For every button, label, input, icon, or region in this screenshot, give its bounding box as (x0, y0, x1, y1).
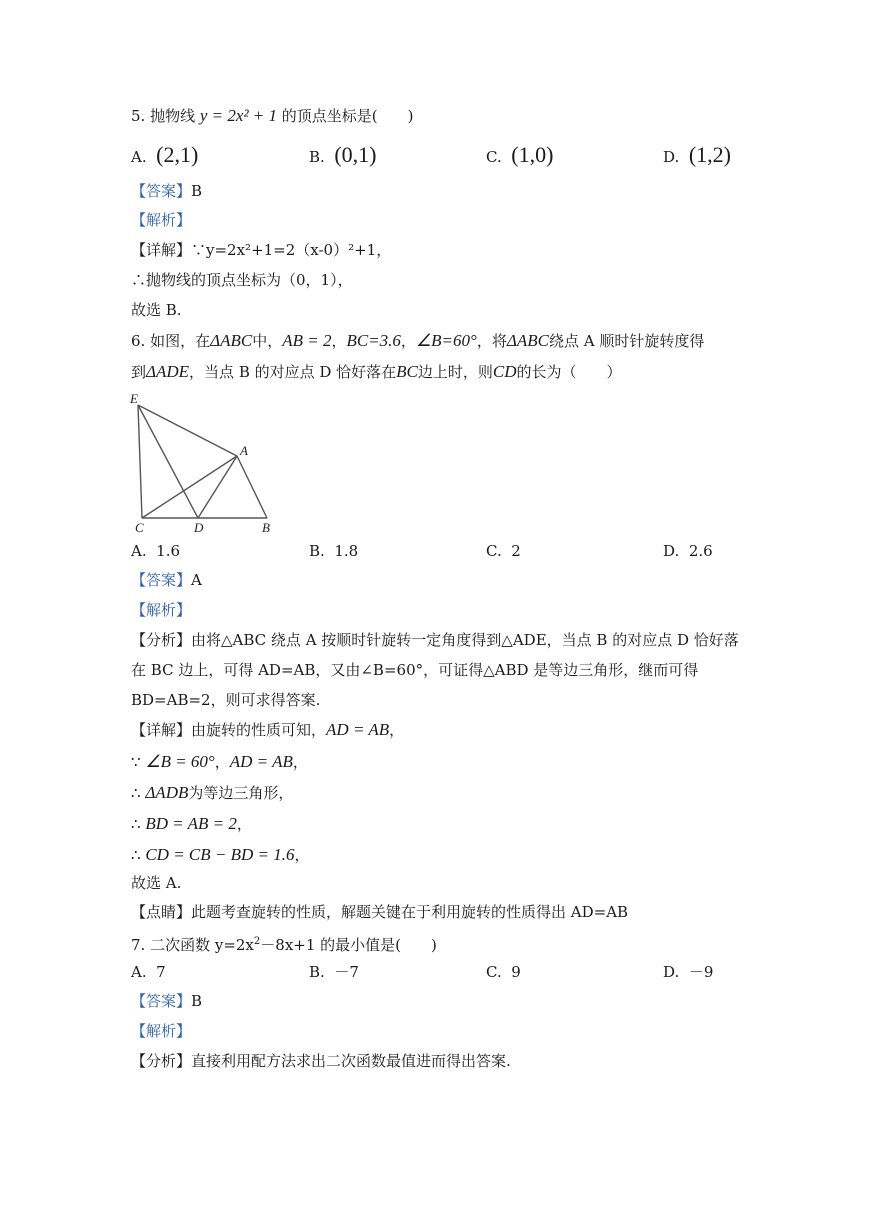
q6-step2: ∴ ΔADB为等边三角形， (131, 783, 294, 802)
q6-triangle-figure (130, 388, 280, 538)
q7-analysis-heading: 【解析】 (131, 1022, 192, 1040)
q5-option-c: C. (1,0) (486, 142, 554, 167)
q5-answer: 【答案】B (131, 182, 203, 200)
q6-conclusion: 故选 A. (131, 874, 182, 892)
q6-step3: ∴ BD = AB = 2， (131, 814, 252, 833)
q6-answer: 【答案】A (131, 571, 202, 589)
q6-detail: 【详解】由旋转的性质可知，AD = AB， (131, 720, 405, 739)
q6-fenxi: 【分析】由将△ABC 绕点 A 按顺时针旋转一定角度得到△ADE，当点 B 的对应点 D 恰好落在 BC 边上，可得 AD=AB，又由∠B=60°，可证得△ABD 是等边三角形，继而可得 BD=AB=2，则可求得答案. (131, 631, 739, 709)
q5-detail: 【详解】∵y=2x²+1=2（x-0）²+1， (131, 241, 392, 259)
q7-stem: 7. 二次函数 $y=2x^2-8x+1$ 的最小值是( ) (131, 936, 437, 954)
point-label-d: D (194, 520, 204, 535)
q5-detail-line2: ∴抛物线的顶点坐标为（0，1）， (131, 271, 353, 289)
q5-option-a: A. (2,1) (131, 142, 199, 167)
segment-EC (138, 405, 142, 518)
q6-option-b: B. 1.8 (309, 542, 359, 560)
q7-option-a: A. 7 (131, 963, 166, 981)
q6-step1: ∵ ∠B = 60°，AD = AB， (131, 752, 308, 771)
q6-option-a: A. 1.6 (131, 542, 181, 560)
q5-equation: y = 2x² + 1 (199, 106, 278, 125)
q7-option-b: B. －7 (309, 963, 359, 981)
q5-analysis-heading: 【解析】 (131, 211, 192, 229)
q6-step4: ∴ CD = CB − BD = 1.6， (131, 845, 310, 864)
q5-conclusion: 故选 B. (131, 301, 182, 319)
segment-EA (138, 405, 237, 456)
q6-option-c: C. 2 (486, 542, 521, 560)
q5-option-b: B. (0,1) (309, 142, 377, 167)
q6-stem-line1: 6. 如图，在ΔABC中，AB = 2，BC=3.6，∠B=60°，将ΔABC绕点 A 顺时针旋转度得 (131, 331, 705, 350)
segment-AC (142, 456, 237, 518)
q6-option-d: D. 2.6 (663, 542, 713, 560)
segment-AB (237, 456, 267, 518)
q6-stem-line2: 到ΔADE，当点 B 的对应点 D 恰好落在BC边上时，则CD的长为（ ） (131, 362, 622, 381)
q6-analysis-heading: 【解析】 (131, 601, 192, 619)
q5-stem: 5. 抛物线 y = 2x² + 1 的顶点坐标是( ) (131, 106, 414, 125)
q7-fenxi: 【分析】直接利用配方法求出二次函数最值进而得出答案. (131, 1052, 511, 1070)
point-label-a: A (240, 443, 248, 458)
q6-dianjing: 【点睛】此题考查旋转的性质，解题关键在于利用旋转的性质得出 AD=AB (131, 903, 629, 921)
q7-option-d: D. －9 (663, 963, 714, 981)
q7-option-c: C. 9 (486, 963, 521, 981)
q5-option-d: D. (1,2) (663, 142, 731, 167)
point-label-e: E (130, 391, 138, 406)
q7-answer: 【答案】B (131, 992, 203, 1010)
point-label-b: B (262, 520, 270, 535)
segment-AD (198, 456, 237, 518)
point-label-c: C (135, 520, 144, 535)
